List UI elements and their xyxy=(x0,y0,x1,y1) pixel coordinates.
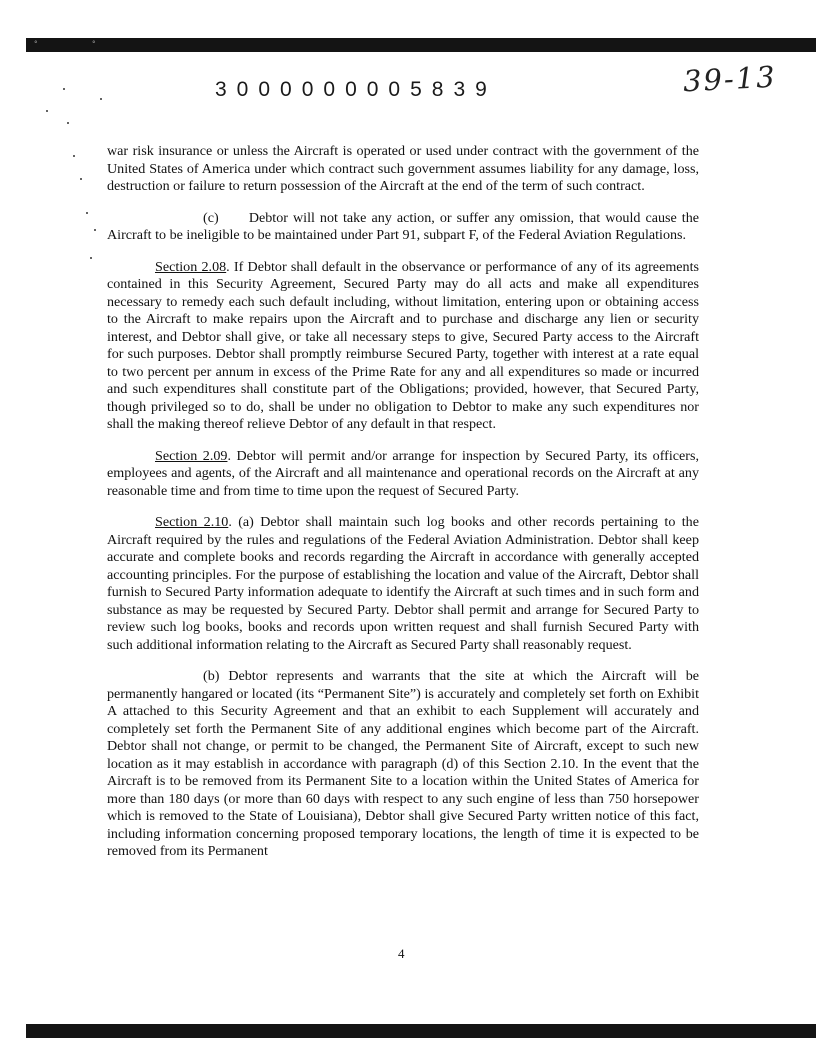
section-2-09-heading: Section 2.09 xyxy=(155,447,228,464)
scan-speck xyxy=(100,98,102,100)
section-2-08-heading: Section 2.08 xyxy=(155,258,227,275)
scan-speck xyxy=(67,122,69,124)
scan-speck xyxy=(80,178,82,180)
scan-speck xyxy=(86,212,88,214)
scan-speck xyxy=(94,229,96,231)
document-number: 3000000005839 xyxy=(215,78,497,101)
scan-speck xyxy=(46,110,48,112)
paragraph-c xyxy=(107,210,699,245)
scan-speck xyxy=(73,155,75,157)
scan-speck xyxy=(63,88,65,90)
paragraph-continuation: war risk insurance or unless the Aircraft is operated or used under contract with the government of the United States of America under which contract such government assumes liability for any damage, loss, destruction or failure to return possession of the Aircraft at the end of the term of such contract. xyxy=(107,143,699,194)
scan-speck xyxy=(90,257,92,259)
section-2-10-heading: Section 2.10 xyxy=(155,514,229,530)
section-2-08 xyxy=(107,259,699,434)
handwritten-note: 39-13 xyxy=(682,59,778,99)
scan-top-border: ° ° xyxy=(26,38,816,52)
paragraph-b: (b) Debtor represents and warrants that the site at which the Aircraft will be permanently hangared or located (its “Permanent Site”) is accurately and completely set forth on Exhibit A attached to this Security Agreement and that an exhibit to each Supplement will accurately and completely set forth the Permanent Site of any additional engines which become part of the Aircraft. Debtor shall not change, or permit to be changed, the Permanent Site of Aircraft, except to such new location as it may establish in accordance with paragraph (d) of this Section 2.10. In the event that the Aircraft is to be removed from its Permanent Site to a location within the United States of America for more than 180 days (or more than 60 days with respect to any such engine of less than 750 horsepower which is removed to the State of Louisiana), Debtor shall give Secured Party written notice of this fact, including information concerning proposed temporary locations, the length of time it is expected to be removed from its Permanent xyxy=(107,668,699,859)
scan-bottom-border xyxy=(26,1024,816,1038)
paragraph-c-text: Debtor will not take any action, or suffer any omission, that would cause the Aircraft to be ineligible to be maintained under Part 91, subpart F, of the Federal Aviation Regulations. xyxy=(107,209,700,243)
section-2-08-text: . If Debtor shall default in the observance or performance of any of its agreements contained in this Security Agreement, Secured Party may do all acts and make all expenditures necessary to remedy each such default including, without limitation, entering upon or obtaining access to the Aircraft to make repairs upon the Aircraft and to purchase and discharge any lien or security interest, and Debtor shall give, or take all necessary steps to give, Secured Party access to the Aircraft for such purposes. Debtor shall promptly reimburse Secured Party, together with interest at a rate equal to two percent per annum in excess of the Prime Rate for any and all expenditures so made or incurred and such expenditures shall constitute part of the Obligations; provided, however, that Secured Party, though privileged so to do, shall be under no obligation to Debtor to make any such expenditures nor shall the making thereof relieve Debtor of any default in that respect. xyxy=(107,258,699,432)
section-2-10-text: . (a) Debtor shall maintain such log books and other records pertaining to the Aircraft required by the rules and regulations of the Federal Aviation Administration. Debtor shall keep accurate and complete books and records regarding the Aircraft in accordance with generally accepted accounting principles. For the purpose of establishing the location and value of the Aircraft, Debtor shall furnish to Secured Party information adequate to identify the Aircraft at such times and in such form and substance as may be requested by Secured Party. Debtor shall permit and arrange for Secured Party to review such log books, books and records upon written request and shall furnish Secured Party with such additional information relating to the Aircraft as Secured Party shall reasonably request. xyxy=(107,514,699,653)
paragraph-c-label: (c) xyxy=(203,209,219,226)
section-2-09-text: . Debtor will permit and/or arrange for inspection by Secured Party, its officers, employees and agents, of the Aircraft and all maintenance and operational records on the Aircraft at any reasonable time and from time to time upon the request of Secured Party. xyxy=(107,447,699,499)
page-number: 4 xyxy=(398,946,405,961)
document-body xyxy=(107,143,699,875)
section-2-10 xyxy=(107,514,699,654)
section-2-09 xyxy=(107,448,699,501)
